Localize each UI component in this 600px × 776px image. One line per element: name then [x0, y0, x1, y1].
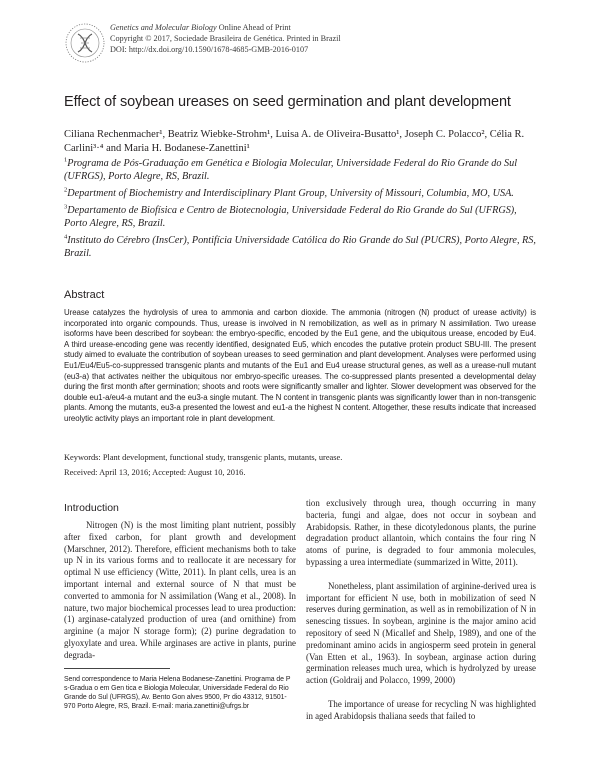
correspondence-note: Send correspondence to Maria Helena Bodanese-Zanettini. Programa de P s-Gradua o em Gen tica e Biologia Molecular, Universidade Federal do Rio Grande do Sul (UFRGS), Av. Bento Gon alves 9500, Pr dio 43312, 91501-970 Porto Alegre, RS, Brazil. E-mail: maria.zanettini@ufrgs.br [64, 676, 291, 711]
article-title: Effect of soybean ureases on seed germination and plant development [64, 94, 511, 110]
doi-line[interactable]: DOI: http://dx.doi.org/10.1590/1678-4685-GMB-2016-0107 [110, 45, 309, 54]
affiliation-3: $^3$Departamento de Biofísica e Centro de Biotecnologia, Universidade Federal do Rio Grande do Sul (UFRGS), Porto Alegre, RS, Brazil. [64, 203, 517, 229]
intro-paragraph-3: The importance of urease for recycling N was highlighted in aged Arabidopsis thaliana seeds that failed to [306, 698, 536, 721]
affiliation-2: $^2$Department of Biochemistry and Interdisciplinary Plant Group, University of Missouri, Columbia, MO, USA. [64, 186, 514, 199]
journal-name: Genetics and Molecular Biology [110, 23, 217, 32]
intro-paragraph-continued: tion exclusively through urea, though occurring in many bacteria, fungi and algae, does not occur in soybean and Arabidopsis. Rather, in these dicotyledonous plants, the purine degradation product allantoin, which contains the four ring N atoms of purine, is degraded to four ammonia molecules, bypassing a urea intermediate (summarized in Witte, 2011). [306, 498, 536, 567]
journal-logo-icon [64, 22, 106, 64]
header-text [110, 22, 341, 55]
affiliation-1: $^1$Programa de Pós-Graduação em Genética e Biologia Molecular, Universidade Federal do Rio Grande do Sul (UFRGS), Porto Alegre, RS, Brazil. [64, 156, 518, 183]
affiliation-4: $^4$Instituto do Cérebro (InsCer), Pontifícia Universidade Católica do Rio Grande do Sul (PUCRS), Porto Alegre, RS, Brazil. [64, 233, 536, 259]
publication-status: Online Ahead of Print [216, 23, 291, 32]
intro-paragraph-2: Nonetheless, plant assimilation of arginine-derived urea is important for efficient N use, both in mobilization of seed N reserves during germination, as well as in remobilization of N in senescing tissues. In soybean, arginine is the major amino acid repository of seed N (Micallef and Shelp, 1989), and one of the predominant amino acids in angiosperm seed protein in general (Van Etten et al., 1963). In soybean, arginase action during germination releases much urea, which is hydrolyzed by urease action (Goldraij and Polacco, 1999, 2000) [306, 580, 536, 686]
right-column [306, 498, 536, 723]
journal-line [110, 22, 341, 33]
author-list: Ciliana Rechenmacher¹, Beatriz Wiebke-Strohm¹, Luisa A. de Oliveira-Busatto¹, Joseph C. Polacco², Célia R. Carlini³·⁴ and Maria H. Bodanese-Zanettini¹ [64, 129, 525, 154]
received-accepted-dates: Received: April 13, 2016; Accepted: August 10, 2016. [64, 468, 246, 477]
introduction-heading: Introduction [64, 502, 119, 514]
copyright-line: Copyright © 2017, Sociedade Brasileira de Genética. Printed in Brazil [110, 34, 341, 43]
keywords: Keywords: Plant development, functional study, transgenic plants, mutants, urease. [64, 453, 343, 462]
footnote-rule [64, 668, 170, 669]
abstract-heading: Abstract [64, 289, 105, 301]
intro-paragraph-1: Nitrogen (N) is the most limiting plant nutrient, possibly after fixed carbon, for plant growth and development (Marschner, 2012). Therefore, efficient mechanisms both to take up N in its various forms and to reallocate it are necessary for optimal N use efficiency (Witte, 2011). In plant cells, urea is an important internal and external source of N that must be converted to ammonia for N assimilation (Wang et al., 2008). In nature, two major biochemical processes lead to urea production: (1) arginase-catalyzed production of urea (and ornithine) from arginine (a major N storage form); (2) purine degradation to glyoxylate and urea. While arginases are active in plants, purine degrada- [64, 520, 296, 660]
affiliation-list [64, 157, 536, 263]
left-column [64, 520, 296, 662]
abstract-body: Urease catalyzes the hydrolysis of urea to ammonia and carbon dioxide. The ammonia (nitrogen (N) product of urease activity) is incorporated into organic compounds. Thus, urease is involved in N remobilization, as well as in primary N assimilation. Two urease isoforms have been described for soybean: the embryo-specific, encoded by the Eu1 gene, and the ubiquitous urease, encoded by Eu4. A third urease-encoding gene was recently identified, designated Eu5, which encodes the putative protein product SBU-III. The present study aimed to evaluate the contribution of soybean ureases to seed germination and plant development. Analyses were performed using Eu1/Eu4/Eu5-co-suppressed transgenic plants and mutants of the Eu1 and Eu4 urease structural genes, as well as a urease-null mutant (eu3-a) that activates neither the ubiquitous nor embryo-specific ureases. The co-suppressed plants presented a developmental delay during the first month after germination; shoots and roots were significantly smaller and lighter. Slower development was observed for the double eu1-a/eu4-a mutant and the eu3-a single mutant. The N content in transgenic plants was significantly lower than in non-transgenic plants. Among the mutants, eu3-a presented the lowest and eu1-a the highest N content. Altogether, these results indicate that increased ureolytic activity plays an important role in plant development. [64, 308, 536, 423]
